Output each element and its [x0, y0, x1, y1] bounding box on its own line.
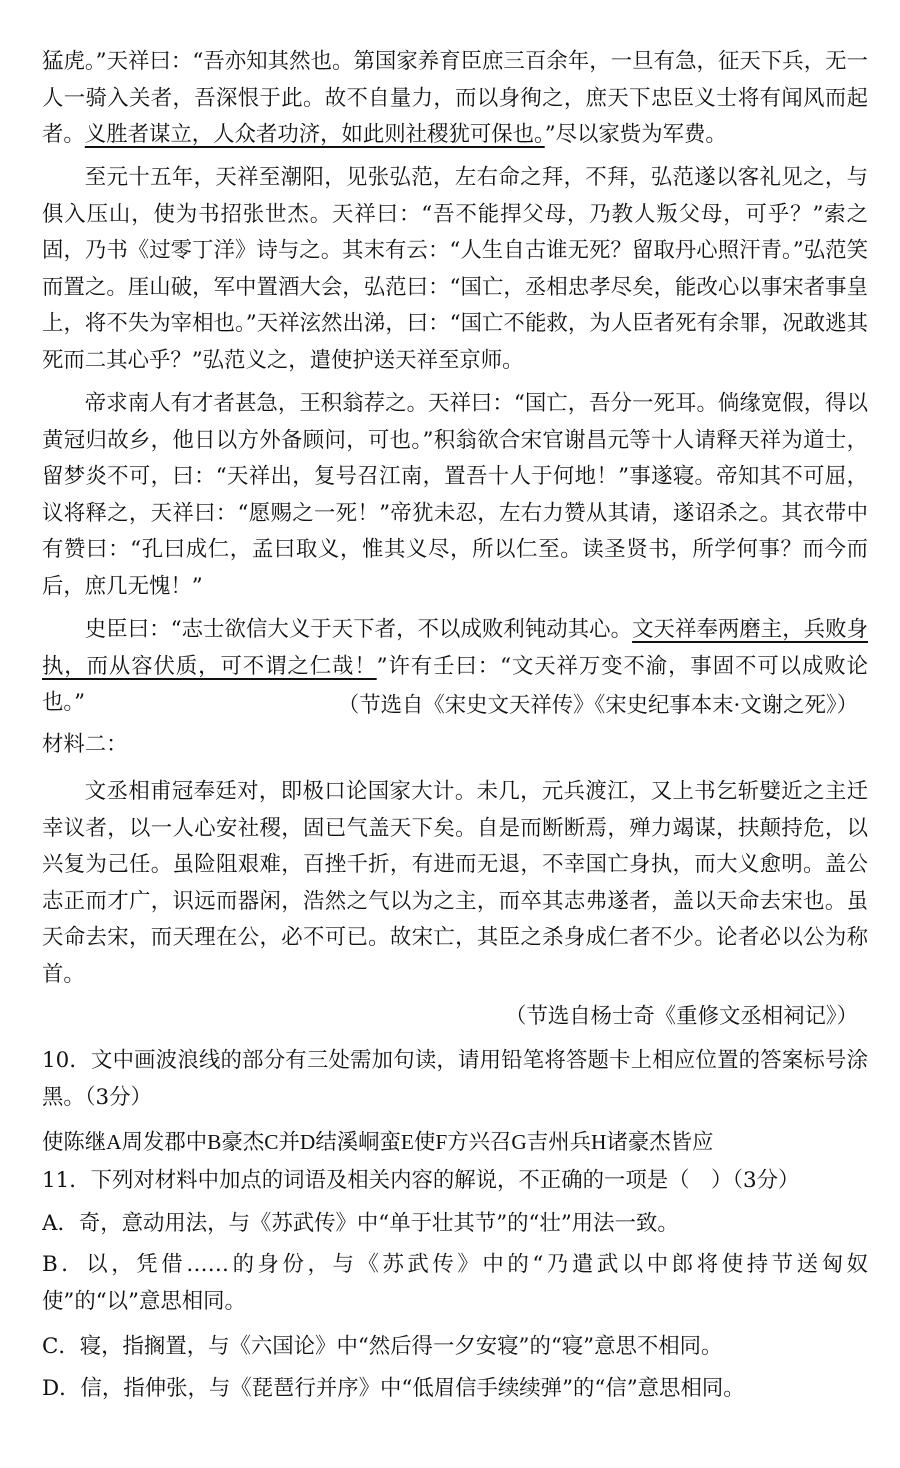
- underlined-sentence: 文天祥奉两磨主，兵败身: [632, 617, 868, 642]
- question-10-options: 使陈继A周发郡中B豪杰C并D结溪峒蛮E使F方兴召G吉州兵H诸豪杰皆应: [42, 1130, 714, 1154]
- material1-paragraph-3: 帝求南人有才者甚急，王积翁荐之。天祥曰：“国亡，吾分一死耳。倘缘宽假，得以黄冠归故乡，他日以方外备顾问，可也。”积翁欲合宋官谢昌元等十人请释天祥为道士，留梦炎不可，曰：“天祥出，复号召江南，置吾十人于何地！”事遂寝。帝知其不可屈，议将释之，天祥曰：“愿赐之一死！”帝犹未忍，左右力赞从其请，遂诏杀之。其衣带中有赞曰：“孔曰成仁，孟曰取义，惟其义尽，所以仁至。读圣贤书，所学何事？而今而后，庶几无愧！”: [42, 391, 868, 599]
- paragraph-text: 猛虎。”天祥曰：“吾亦知其然也。第国家养育臣庶三百余年，一旦有急，征天下兵，无一人一骑入关者，吾深恨于此。故不自量力，而以身徇之，庶天下忠臣义士将有闻风而起者。: [42, 49, 868, 148]
- material2-heading: 材料二：: [42, 732, 128, 757]
- question-11-option-c: C．寝，指搁置，与《六国论》中“然后得一夕安寝”的“寝”意思不相同。: [42, 1334, 723, 1359]
- question-11-option-d: D．信，指伸张，与《琵琶行并序》中“低眉信手续续弹”的“信”意思相同。: [42, 1376, 745, 1401]
- question-11-option-b: B．以，凭借……的身份，与《苏武传》中的“乃遣武以中郎将使持节送匈奴使”的“以”意思相同。: [42, 1252, 868, 1314]
- material2-source: （节选自杨士奇《重修文丞相祠记》）: [505, 1004, 858, 1029]
- underlined-sentence: 义胜者谋立，人众者功济，如此则社稷犹可保也。: [84, 122, 545, 148]
- question-11-stem: 11．下列对材料中加点的词语及相关内容的解说，不正确的一项是（ ）（3分）: [42, 1168, 800, 1193]
- underlined-sentence: 执，而从容伏质，可不谓之仁哉！: [42, 653, 377, 679]
- material1-paragraph-2: 至元十五年，天祥至潮阳，见张弘范，左右命之拜，不拜，弘范遂以客礼见之，与俱入压山，使为书招张世杰。天祥曰：“吾不能捍父母，乃教人叛父母，可乎？”索之固，乃书《过零丁洋》诗与之。其末有云：“人生自古谁无死？留取丹心照汗青。”弘范笑而置之。厓山破，军中置酒大会，弘范曰：“国亡，丞相忠孝尽矣，能改心以事宋者事皇上，将不失为宰相也。”天祥泫然出涕，曰：“国亡不能救，为人臣者死有余罪，况敢逃其死而二其心乎？”弘范义之，遣使护送天祥至京师。: [42, 165, 868, 373]
- question-10-stem: 10．文中画波浪线的部分有三处需加句读，请用铅笔将答题卡上相应位置的答案标号涂黑。（3分）: [42, 1048, 868, 1110]
- paragraph-text: ”尽以家赀为军费。: [544, 122, 727, 148]
- question-11-option-a: A．奇，意动用法，与《苏武传》中“单于壮其节”的“壮”用法一致。: [42, 1211, 679, 1236]
- material1-paragraph-1: [42, 44, 868, 154]
- paragraph-text: 史臣曰：“志士欲信大义于天下者，不以成败利钝动其心。: [84, 617, 633, 642]
- material2-paragraph: 文丞相甫冠奉廷对，即极口论国家大计。未几，元兵渡江，又上书乞斩嬖近之主迁幸议者，以一人心安社稷，固已气盖天下矣。自是而断断焉，殚力竭谋，扶颠持危，以兴复为己任。虽险阻艰难，百挫千折，有进而无退，不幸国亡身执，而大义愈明。盖公志正而才广，识远而器闲，浩然之气以为之主，而卒其志弗遂者，盖以天命去宋也。虽天命去宋，而天理在公，必不可已。故宋亡，其臣之杀身成仁者不少。论者必以公为称首。: [42, 779, 868, 987]
- material1-source: （节选自《宋史文天祥传》《宋史纪事本末·文谢之死》）: [337, 693, 858, 718]
- paragraph-text: ”许有壬曰：“文天祥万变不渝，事固不可以成败论也。”: [42, 653, 868, 716]
